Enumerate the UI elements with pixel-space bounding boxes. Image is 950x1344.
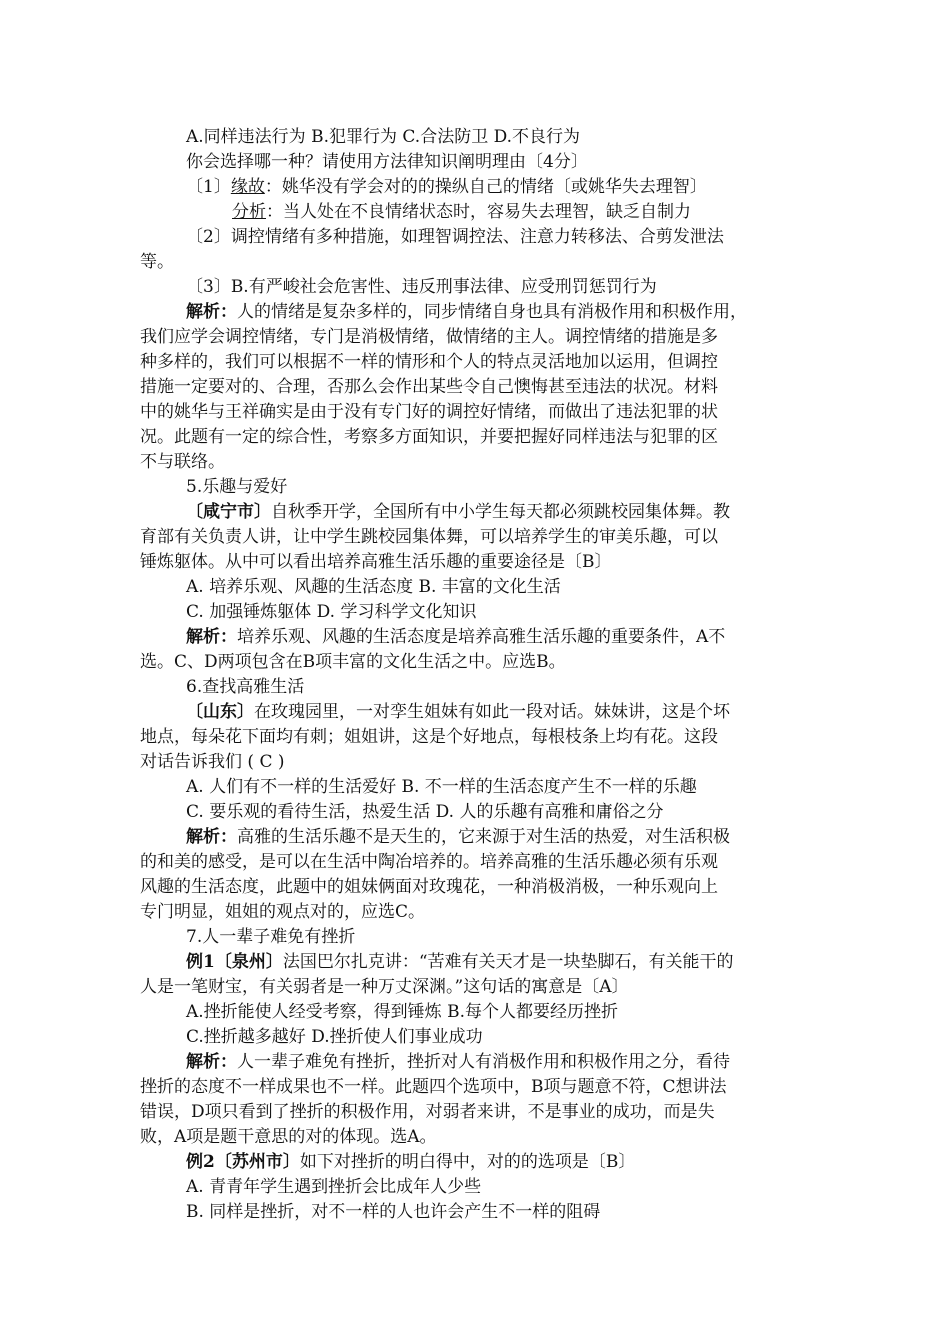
paragraph-line [186,950,858,974]
option-line: B. 同样是挫折，对不一样的人也许会产生不一样的阻碍 [186,1202,601,1222]
option-line: C.挫折越多越好 D.挫折使人们事业成功 [186,1027,483,1047]
paragraph-line: 不与联络。 [140,452,225,472]
paragraph-line [232,200,904,224]
paragraph-line [186,300,858,324]
paragraph-line [186,825,858,849]
paragraph-line: 错误，D项只看到了挫折的积极作用，对弱者来讲，不是事业的成功，而是失 [140,1102,715,1122]
section-heading: 5.乐趣与爱好 [186,477,288,497]
source-label: 〔咸宁市〕 [186,502,271,522]
paragraph-line: 我们应学会调控情绪，专门是消极情绪，做情绪的主人。调控情绪的措施是多 [140,327,718,347]
underlined-term: 缘故 [230,177,265,197]
paragraph-line: A.同样违法行为 B.犯罪行为 C.合法防卫 D.不良行为 [186,127,581,147]
item-number: 〔1〕 [186,177,231,197]
paragraph-line: 中的姚华与王祥确实是由于没有专门好的调控好情绪，而做出了违法犯罪的状 [140,402,718,422]
line-text: 人一辈子难免有挫折，挫折对人有消极作用和积极作用之分，看待 [237,1052,730,1072]
paragraph-line: 专门明显，姐姐的观点对的，应选C。 [140,902,426,922]
paragraph-line: 〔3〕B.有严峻社会危害性、违反刑事法律、应受刑罚惩罚行为 [186,277,657,297]
section-heading: 6.查找高雅生活 [186,677,305,697]
paragraph-line: 措施一定要对的、合理，否那么会作出某些令自己懊悔甚至违法的状况。材料 [140,377,718,397]
paragraph-line: 育部有关负责人讲，让中学生跳校园集体舞，可以培养学生的审美乐趣，可以 [140,527,718,547]
section-heading: 7.人一辈子难免有挫折 [186,927,356,947]
paragraph-line: 选。C、D两项包含在B项丰富的文化生活之中。应选B。 [140,652,566,672]
option-line: A. 人们有不一样的生活爱好 B. 不一样的生活态度产生不一样的乐趣 [186,777,697,797]
paragraph-line: 锤炼躯体。从中可以看出培养高雅生活乐趣的重要途径是〔B〕 [140,552,612,572]
paragraph-line: 等。 [140,252,174,272]
paragraph-line: 地点，每朵花下面均有刺；姐姐讲，这是个好地点，每根枝条上均有花。这段 [140,727,718,747]
paragraph-line [186,1150,858,1174]
analysis-label: 解析： [186,302,237,322]
paragraph-line: 人是一笔财宝，有关弱者是一种万丈深渊。”这句话的寓意是〔A〕 [140,977,629,997]
paragraph-line: 种多样的，我们可以根据不一样的情形和个人的特点灵活地加以运用，但调控 [140,352,718,372]
paragraph-line: 风趣的生活态度，此题中的姐妹俩面对玫瑰花，一种消极消极，一种乐观向上 [140,877,718,897]
paragraph-line: 况。此题有一定的综合性，考察多方面知识，并要把握好同样违法与犯罪的区 [140,427,718,447]
option-line: A. 培养乐观、风趣的生活态度 B. 丰富的文化生活 [186,577,561,597]
paragraph-line: 的和美的感受，是可以在生活中陶冶培养的。培养高雅的生活乐趣必须有乐观 [140,852,718,872]
line-text: 在玫瑰园里，一对孪生姐妹有如此一段对话。妹妹讲，这是个坏 [254,702,730,722]
line-text: 如下对挫折的明白得中，对的的选项是〔B〕 [299,1152,636,1172]
paragraph-line [186,1050,858,1074]
option-line: A. 青青年学生遇到挫折会比成年人少些 [186,1177,482,1197]
line-text: 高雅的生活乐趣不是天生的，它来源于对生活的热爱，对生活积极 [237,827,730,847]
paragraph-line: 败，A项是题干意思的对的体现。选A。 [140,1127,437,1147]
line-text: 培养乐观、风趣的生活态度是培养高雅生活乐趣的重要条件，A不 [237,627,726,647]
source-label: 〔山东〕 [186,702,254,722]
paragraph-line [186,500,858,524]
underlined-term: 分析 [232,202,266,222]
paragraph-line [186,625,858,649]
paragraph-line: 挫折的态度不一样成果也不一样。此题四个选项中，B项与题意不符，C想讲法 [140,1077,727,1097]
paragraph-line: 〔2〕调控情绪有多种措施，如理智调控法、注意力转移法、合剪发泄法 [186,227,724,247]
line-text: 人的情绪是复杂多样的，同步情绪自身也具有消极作用和积极作用， [237,302,747,322]
line-text: ：当人处在不良情绪状态时，容易失去理智，缺乏自制力 [266,202,691,222]
analysis-label: 解析： [186,627,237,647]
analysis-label: 解析： [186,827,237,847]
line-text: ：姚华没有学会对的的操纵自己的情绪〔或姚华失去理智〕 [264,177,707,197]
example-label: 例2〔苏州市〕 [186,1152,300,1172]
paragraph-line [186,700,858,724]
option-line: C. 要乐观的看待生活，热爱生活 D. 人的乐趣有高雅和庸俗之分 [186,802,664,822]
line-text: 法国巴尔扎克讲：“苦难有关天才是一块垫脚石，有关能干的 [282,952,734,972]
line-text: 自秋季开学，全国所有中小学生每天都必须跳校园集体舞。教 [271,502,730,522]
example-label: 例1〔泉州〕 [186,952,283,972]
option-line: A.挫折能使人经受考察，得到锤炼 B.每个人都要经历挫折 [186,1002,618,1022]
option-line: C. 加强锤炼躯体 D. 学习科学文化知识 [186,602,477,622]
paragraph-line: 对话告诉我们 ( C ) [140,752,285,772]
analysis-label: 解析： [186,1052,237,1072]
paragraph-line: 你会选择哪一种？请使用方法律知识阐明理由〔4分〕 [186,152,588,172]
paragraph-line [186,175,858,199]
